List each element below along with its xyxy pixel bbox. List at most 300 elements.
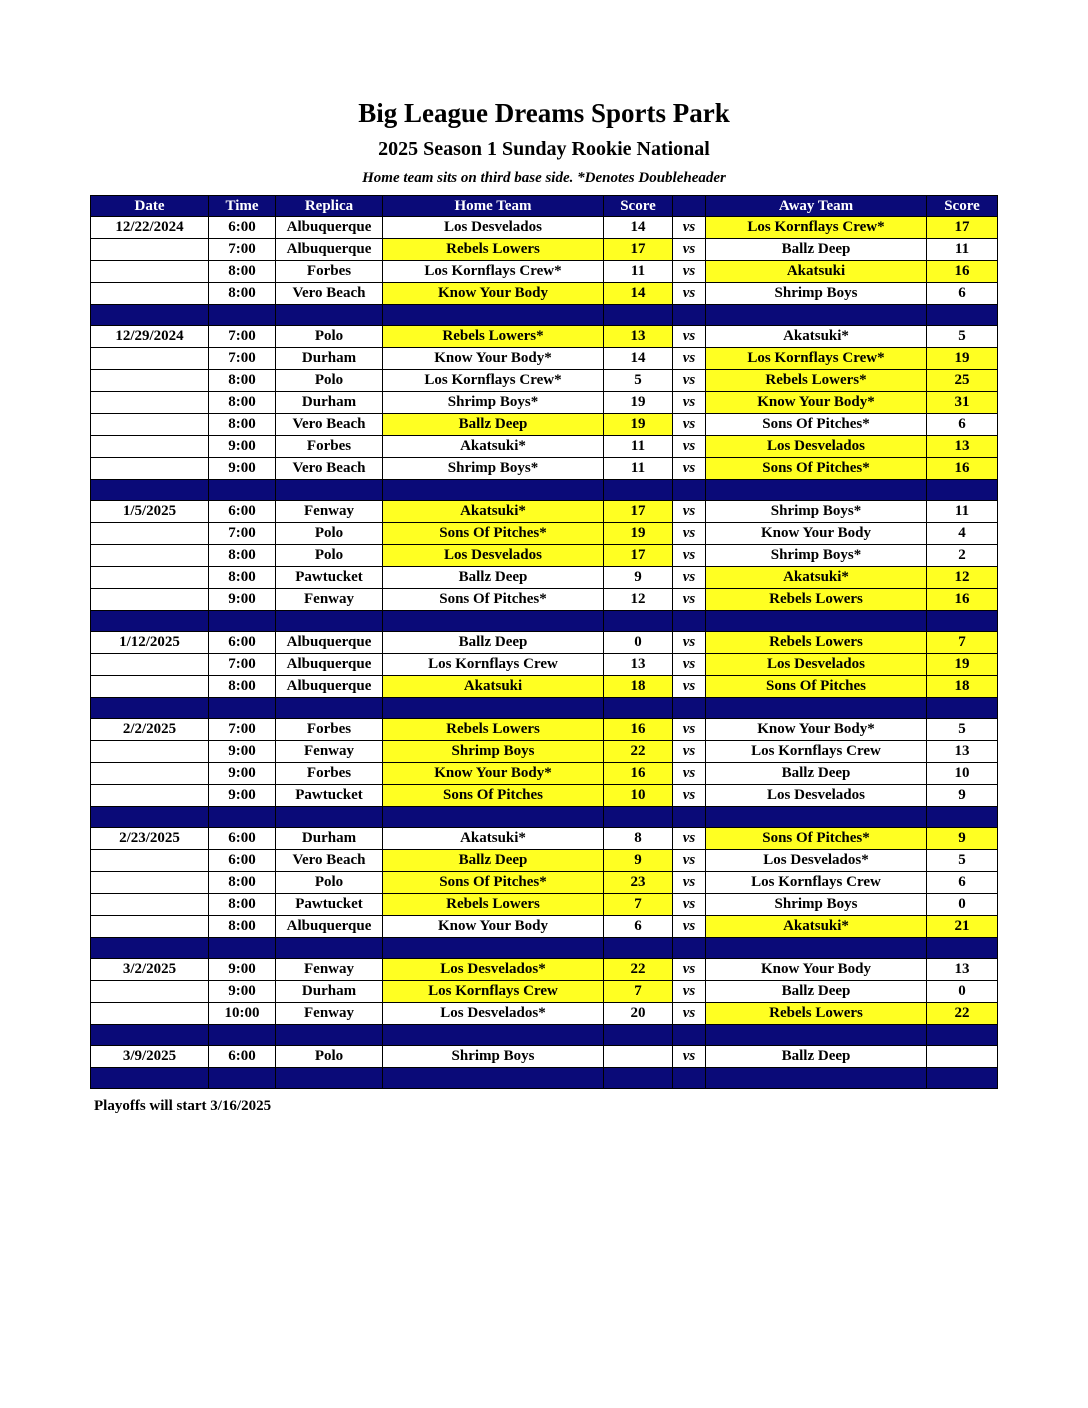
separator-cell xyxy=(91,611,209,632)
away-team-cell: Los Kornflays Crew xyxy=(706,872,927,894)
away-team-cell: Sons Of Pitches* xyxy=(706,828,927,850)
vs-cell: vs xyxy=(673,283,706,305)
separator-cell xyxy=(91,698,209,719)
game-row xyxy=(91,239,998,261)
vs-cell: vs xyxy=(673,654,706,676)
separator-cell xyxy=(604,305,673,326)
home-team-cell: Los Kornflays Crew xyxy=(383,654,604,676)
separator-cell xyxy=(706,938,927,959)
home-score-cell: 0 xyxy=(604,632,673,654)
vs-cell: vs xyxy=(673,567,706,589)
home-team-cell: Know Your Body* xyxy=(383,763,604,785)
separator-cell xyxy=(276,611,383,632)
col-header-vs xyxy=(673,196,706,217)
home-score-cell: 22 xyxy=(604,959,673,981)
away-team-cell: Ballz Deep xyxy=(706,981,927,1003)
away-team-cell: Akatsuki* xyxy=(706,326,927,348)
game-row xyxy=(91,916,998,938)
separator-cell xyxy=(383,611,604,632)
separator-cell xyxy=(673,611,706,632)
separator-cell xyxy=(91,305,209,326)
home-score-cell: 5 xyxy=(604,370,673,392)
date-cell xyxy=(91,850,209,872)
away-score-cell: 12 xyxy=(927,567,998,589)
home-score-cell: 17 xyxy=(604,239,673,261)
away-team-cell: Sons Of Pitches xyxy=(706,676,927,698)
separator-cell xyxy=(276,1068,383,1089)
vs-cell: vs xyxy=(673,916,706,938)
home-score-cell: 11 xyxy=(604,261,673,283)
separator-cell xyxy=(383,480,604,501)
replica-cell: Pawtucket xyxy=(276,567,383,589)
away-score-cell: 5 xyxy=(927,719,998,741)
time-cell: 9:00 xyxy=(209,763,276,785)
away-team-cell: Rebels Lowers* xyxy=(706,370,927,392)
time-cell: 9:00 xyxy=(209,981,276,1003)
game-row xyxy=(91,828,998,850)
separator-cell xyxy=(383,1068,604,1089)
away-score-cell: 11 xyxy=(927,501,998,523)
time-cell: 8:00 xyxy=(209,872,276,894)
schedule-table xyxy=(90,195,998,1089)
vs-cell: vs xyxy=(673,348,706,370)
away-score-cell: 7 xyxy=(927,632,998,654)
vs-cell: vs xyxy=(673,239,706,261)
game-row xyxy=(91,719,998,741)
replica-cell: Forbes xyxy=(276,436,383,458)
date-cell xyxy=(91,261,209,283)
replica-cell: Forbes xyxy=(276,719,383,741)
away-score-cell: 11 xyxy=(927,239,998,261)
col-header-time: Time xyxy=(209,196,276,217)
separator-cell xyxy=(673,807,706,828)
home-score-cell: 8 xyxy=(604,828,673,850)
time-cell: 7:00 xyxy=(209,239,276,261)
col-header-date: Date xyxy=(91,196,209,217)
separator-cell xyxy=(383,305,604,326)
time-cell: 8:00 xyxy=(209,894,276,916)
date-cell xyxy=(91,523,209,545)
separator-cell xyxy=(927,611,998,632)
home-score-cell: 9 xyxy=(604,850,673,872)
vs-cell: vs xyxy=(673,436,706,458)
time-cell: 9:00 xyxy=(209,741,276,763)
replica-cell: Forbes xyxy=(276,261,383,283)
away-team-cell: Rebels Lowers xyxy=(706,632,927,654)
separator-cell xyxy=(91,938,209,959)
game-row xyxy=(91,1003,998,1025)
separator-cell xyxy=(673,698,706,719)
col-header-away-team: Away Team xyxy=(706,196,927,217)
replica-cell: Vero Beach xyxy=(276,458,383,480)
away-team-cell: Los Desvelados xyxy=(706,436,927,458)
away-score-cell: 6 xyxy=(927,872,998,894)
separator-cell xyxy=(383,938,604,959)
home-team-cell: Know Your Body xyxy=(383,916,604,938)
away-score-cell: 9 xyxy=(927,828,998,850)
time-cell: 7:00 xyxy=(209,348,276,370)
time-cell: 9:00 xyxy=(209,589,276,611)
away-score-cell: 25 xyxy=(927,370,998,392)
separator-cell xyxy=(706,1068,927,1089)
away-score-cell: 21 xyxy=(927,916,998,938)
time-cell: 8:00 xyxy=(209,916,276,938)
replica-cell: Albuquerque xyxy=(276,217,383,239)
replica-cell: Vero Beach xyxy=(276,414,383,436)
separator-cell xyxy=(673,480,706,501)
date-cell xyxy=(91,589,209,611)
date-cell xyxy=(91,1003,209,1025)
game-row xyxy=(91,632,998,654)
vs-cell: vs xyxy=(673,261,706,283)
replica-cell: Durham xyxy=(276,348,383,370)
home-team-cell: Shrimp Boys* xyxy=(383,458,604,480)
date-cell xyxy=(91,741,209,763)
replica-cell: Polo xyxy=(276,523,383,545)
home-score-cell: 14 xyxy=(604,348,673,370)
game-row xyxy=(91,392,998,414)
separator-cell xyxy=(604,1025,673,1046)
separator-cell xyxy=(604,698,673,719)
away-team-cell: Akatsuki xyxy=(706,261,927,283)
time-cell: 8:00 xyxy=(209,545,276,567)
away-team-cell: Ballz Deep xyxy=(706,1046,927,1068)
date-cell xyxy=(91,392,209,414)
away-team-cell: Know Your Body* xyxy=(706,719,927,741)
vs-cell: vs xyxy=(673,1003,706,1025)
separator-cell xyxy=(276,807,383,828)
col-header-home-team: Home Team xyxy=(383,196,604,217)
separator-cell xyxy=(209,698,276,719)
away-team-cell: Rebels Lowers xyxy=(706,589,927,611)
game-row xyxy=(91,589,998,611)
time-cell: 9:00 xyxy=(209,436,276,458)
time-cell: 6:00 xyxy=(209,850,276,872)
date-cell xyxy=(91,370,209,392)
home-team-cell: Shrimp Boys* xyxy=(383,392,604,414)
vs-cell: vs xyxy=(673,501,706,523)
date-cell: 2/2/2025 xyxy=(91,719,209,741)
home-team-cell: Akatsuki* xyxy=(383,501,604,523)
away-score-cell: 18 xyxy=(927,676,998,698)
home-score-cell: 13 xyxy=(604,654,673,676)
time-cell: 6:00 xyxy=(209,828,276,850)
away-team-cell: Know Your Body xyxy=(706,959,927,981)
home-score-cell: 13 xyxy=(604,326,673,348)
date-cell: 1/5/2025 xyxy=(91,501,209,523)
separator-cell xyxy=(927,1068,998,1089)
date-cell xyxy=(91,348,209,370)
schedule-note: Home team sits on third base side. *Denotes Doubleheader xyxy=(362,170,726,186)
date-cell: 1/12/2025 xyxy=(91,632,209,654)
home-score-cell: 17 xyxy=(604,545,673,567)
away-score-cell: 13 xyxy=(927,436,998,458)
vs-cell: vs xyxy=(673,1046,706,1068)
playoffs-note: Playoffs will start 3/16/2025 xyxy=(94,1098,272,1114)
game-row xyxy=(91,326,998,348)
vs-cell: vs xyxy=(673,632,706,654)
game-row xyxy=(91,676,998,698)
replica-cell: Polo xyxy=(276,872,383,894)
replica-cell: Fenway xyxy=(276,741,383,763)
separator-cell xyxy=(91,480,209,501)
home-team-cell: Los Desvelados xyxy=(383,545,604,567)
separator-cell xyxy=(383,1025,604,1046)
home-team-cell: Rebels Lowers xyxy=(383,719,604,741)
separator-cell xyxy=(276,698,383,719)
vs-cell: vs xyxy=(673,392,706,414)
time-cell: 6:00 xyxy=(209,501,276,523)
separator-row xyxy=(91,480,998,501)
home-team-cell: Ballz Deep xyxy=(383,414,604,436)
time-cell: 7:00 xyxy=(209,719,276,741)
replica-cell: Vero Beach xyxy=(276,283,383,305)
vs-cell: vs xyxy=(673,959,706,981)
date-cell: 12/29/2024 xyxy=(91,326,209,348)
separator-row xyxy=(91,611,998,632)
date-cell xyxy=(91,894,209,916)
away-score-cell: 16 xyxy=(927,261,998,283)
home-team-cell: Akatsuki xyxy=(383,676,604,698)
separator-cell xyxy=(927,807,998,828)
separator-cell xyxy=(927,938,998,959)
home-score-cell: 11 xyxy=(604,458,673,480)
separator-cell xyxy=(706,611,927,632)
game-row xyxy=(91,348,998,370)
replica-cell: Durham xyxy=(276,392,383,414)
game-row xyxy=(91,959,998,981)
date-cell xyxy=(91,981,209,1003)
replica-cell: Polo xyxy=(276,545,383,567)
time-cell: 6:00 xyxy=(209,1046,276,1068)
away-score-cell: 31 xyxy=(927,392,998,414)
date-cell xyxy=(91,654,209,676)
date-cell xyxy=(91,458,209,480)
replica-cell: Fenway xyxy=(276,1003,383,1025)
date-cell xyxy=(91,239,209,261)
replica-cell: Pawtucket xyxy=(276,785,383,807)
home-score-cell: 6 xyxy=(604,916,673,938)
home-team-cell: Los Kornflays Crew* xyxy=(383,370,604,392)
home-team-cell: Akatsuki* xyxy=(383,436,604,458)
separator-cell xyxy=(706,480,927,501)
home-score-cell: 23 xyxy=(604,872,673,894)
separator-cell xyxy=(604,938,673,959)
time-cell: 8:00 xyxy=(209,370,276,392)
replica-cell: Vero Beach xyxy=(276,850,383,872)
home-score-cell: 19 xyxy=(604,523,673,545)
date-cell: 3/9/2025 xyxy=(91,1046,209,1068)
away-team-cell: Los Desvelados xyxy=(706,785,927,807)
replica-cell: Fenway xyxy=(276,589,383,611)
vs-cell: vs xyxy=(673,589,706,611)
replica-cell: Fenway xyxy=(276,959,383,981)
away-score-cell: 9 xyxy=(927,785,998,807)
home-team-cell: Ballz Deep xyxy=(383,632,604,654)
home-score-cell: 17 xyxy=(604,501,673,523)
time-cell: 9:00 xyxy=(209,458,276,480)
separator-cell xyxy=(706,305,927,326)
game-row xyxy=(91,370,998,392)
away-score-cell: 4 xyxy=(927,523,998,545)
home-team-cell: Akatsuki* xyxy=(383,828,604,850)
away-score-cell: 0 xyxy=(927,894,998,916)
home-team-cell: Ballz Deep xyxy=(383,567,604,589)
home-score-cell: 16 xyxy=(604,719,673,741)
separator-cell xyxy=(91,1025,209,1046)
away-score-cell: 6 xyxy=(927,283,998,305)
away-score-cell: 13 xyxy=(927,741,998,763)
date-cell xyxy=(91,283,209,305)
separator-cell xyxy=(276,938,383,959)
date-cell xyxy=(91,916,209,938)
home-team-cell: Rebels Lowers xyxy=(383,894,604,916)
time-cell: 7:00 xyxy=(209,523,276,545)
home-team-cell: Sons Of Pitches* xyxy=(383,523,604,545)
vs-cell: vs xyxy=(673,741,706,763)
date-cell: 2/23/2025 xyxy=(91,828,209,850)
away-score-cell: 19 xyxy=(927,654,998,676)
home-team-cell: Ballz Deep xyxy=(383,850,604,872)
home-score-cell: 7 xyxy=(604,894,673,916)
separator-cell xyxy=(209,611,276,632)
game-row xyxy=(91,785,998,807)
time-cell: 9:00 xyxy=(209,785,276,807)
home-team-cell: Sons Of Pitches* xyxy=(383,589,604,611)
replica-cell: Polo xyxy=(276,1046,383,1068)
home-score-cell: 9 xyxy=(604,567,673,589)
game-row xyxy=(91,283,998,305)
date-cell xyxy=(91,436,209,458)
time-cell: 8:00 xyxy=(209,392,276,414)
away-score-cell: 13 xyxy=(927,959,998,981)
replica-cell: Durham xyxy=(276,981,383,1003)
separator-cell xyxy=(383,698,604,719)
separator-cell xyxy=(706,807,927,828)
time-cell: 9:00 xyxy=(209,959,276,981)
game-row xyxy=(91,872,998,894)
away-score-cell: 17 xyxy=(927,217,998,239)
away-score-cell: 22 xyxy=(927,1003,998,1025)
date-cell xyxy=(91,872,209,894)
col-header-home-score: Score xyxy=(604,196,673,217)
away-team-cell: Los Kornflays Crew xyxy=(706,741,927,763)
game-row xyxy=(91,458,998,480)
separator-cell xyxy=(673,938,706,959)
away-team-cell: Los Desvelados* xyxy=(706,850,927,872)
home-team-cell: Sons Of Pitches xyxy=(383,785,604,807)
home-team-cell: Los Kornflays Crew* xyxy=(383,261,604,283)
separator-row xyxy=(91,305,998,326)
vs-cell: vs xyxy=(673,981,706,1003)
home-score-cell: 11 xyxy=(604,436,673,458)
separator-row xyxy=(91,1025,998,1046)
separator-row xyxy=(91,698,998,719)
away-score-cell: 16 xyxy=(927,458,998,480)
vs-cell: vs xyxy=(673,850,706,872)
replica-cell: Albuquerque xyxy=(276,654,383,676)
separator-cell xyxy=(927,480,998,501)
replica-cell: Polo xyxy=(276,370,383,392)
date-cell: 3/2/2025 xyxy=(91,959,209,981)
game-row xyxy=(91,981,998,1003)
home-team-cell: Know Your Body xyxy=(383,283,604,305)
home-score-cell: 14 xyxy=(604,217,673,239)
date-cell: 12/22/2024 xyxy=(91,217,209,239)
away-team-cell: Shrimp Boys xyxy=(706,894,927,916)
time-cell: 8:00 xyxy=(209,414,276,436)
separator-cell xyxy=(604,480,673,501)
separator-row xyxy=(91,807,998,828)
separator-cell xyxy=(209,807,276,828)
separator-cell xyxy=(383,807,604,828)
away-score-cell: 10 xyxy=(927,763,998,785)
home-team-cell: Los Kornflays Crew xyxy=(383,981,604,1003)
time-cell: 6:00 xyxy=(209,632,276,654)
game-row xyxy=(91,763,998,785)
game-row xyxy=(91,523,998,545)
away-score-cell: 5 xyxy=(927,850,998,872)
home-score-cell: 20 xyxy=(604,1003,673,1025)
replica-cell: Albuquerque xyxy=(276,632,383,654)
replica-cell: Durham xyxy=(276,828,383,850)
separator-cell xyxy=(209,1025,276,1046)
separator-cell xyxy=(209,938,276,959)
separator-cell xyxy=(927,1025,998,1046)
replica-cell: Albuquerque xyxy=(276,239,383,261)
home-team-cell: Rebels Lowers* xyxy=(383,326,604,348)
home-team-cell: Los Desvelados* xyxy=(383,1003,604,1025)
home-score-cell: 7 xyxy=(604,981,673,1003)
away-score-cell: 6 xyxy=(927,414,998,436)
separator-cell xyxy=(91,1068,209,1089)
home-team-cell: Know Your Body* xyxy=(383,348,604,370)
home-score-cell: 14 xyxy=(604,283,673,305)
game-row xyxy=(91,741,998,763)
time-cell: 8:00 xyxy=(209,261,276,283)
time-cell: 7:00 xyxy=(209,326,276,348)
away-score-cell: 5 xyxy=(927,326,998,348)
away-team-cell: Los Kornflays Crew* xyxy=(706,348,927,370)
time-cell: 8:00 xyxy=(209,676,276,698)
home-score-cell: 19 xyxy=(604,392,673,414)
table-header-row xyxy=(91,196,998,217)
home-team-cell: Sons Of Pitches* xyxy=(383,872,604,894)
game-row xyxy=(91,654,998,676)
time-cell: 10:00 xyxy=(209,1003,276,1025)
home-team-cell: Rebels Lowers xyxy=(383,239,604,261)
vs-cell: vs xyxy=(673,872,706,894)
separator-cell xyxy=(604,1068,673,1089)
away-team-cell: Ballz Deep xyxy=(706,239,927,261)
replica-cell: Fenway xyxy=(276,501,383,523)
vs-cell: vs xyxy=(673,894,706,916)
replica-cell: Albuquerque xyxy=(276,676,383,698)
separator-row xyxy=(91,1068,998,1089)
away-team-cell: Shrimp Boys* xyxy=(706,545,927,567)
separator-cell xyxy=(604,611,673,632)
away-score-cell: 19 xyxy=(927,348,998,370)
time-cell: 7:00 xyxy=(209,654,276,676)
time-cell: 8:00 xyxy=(209,567,276,589)
away-team-cell: Akatsuki* xyxy=(706,916,927,938)
game-row xyxy=(91,501,998,523)
game-row xyxy=(91,436,998,458)
home-score-cell: 19 xyxy=(604,414,673,436)
col-header-replica: Replica xyxy=(276,196,383,217)
page-subtitle: 2025 Season 1 Sunday Rookie National xyxy=(378,138,710,160)
separator-cell xyxy=(209,480,276,501)
